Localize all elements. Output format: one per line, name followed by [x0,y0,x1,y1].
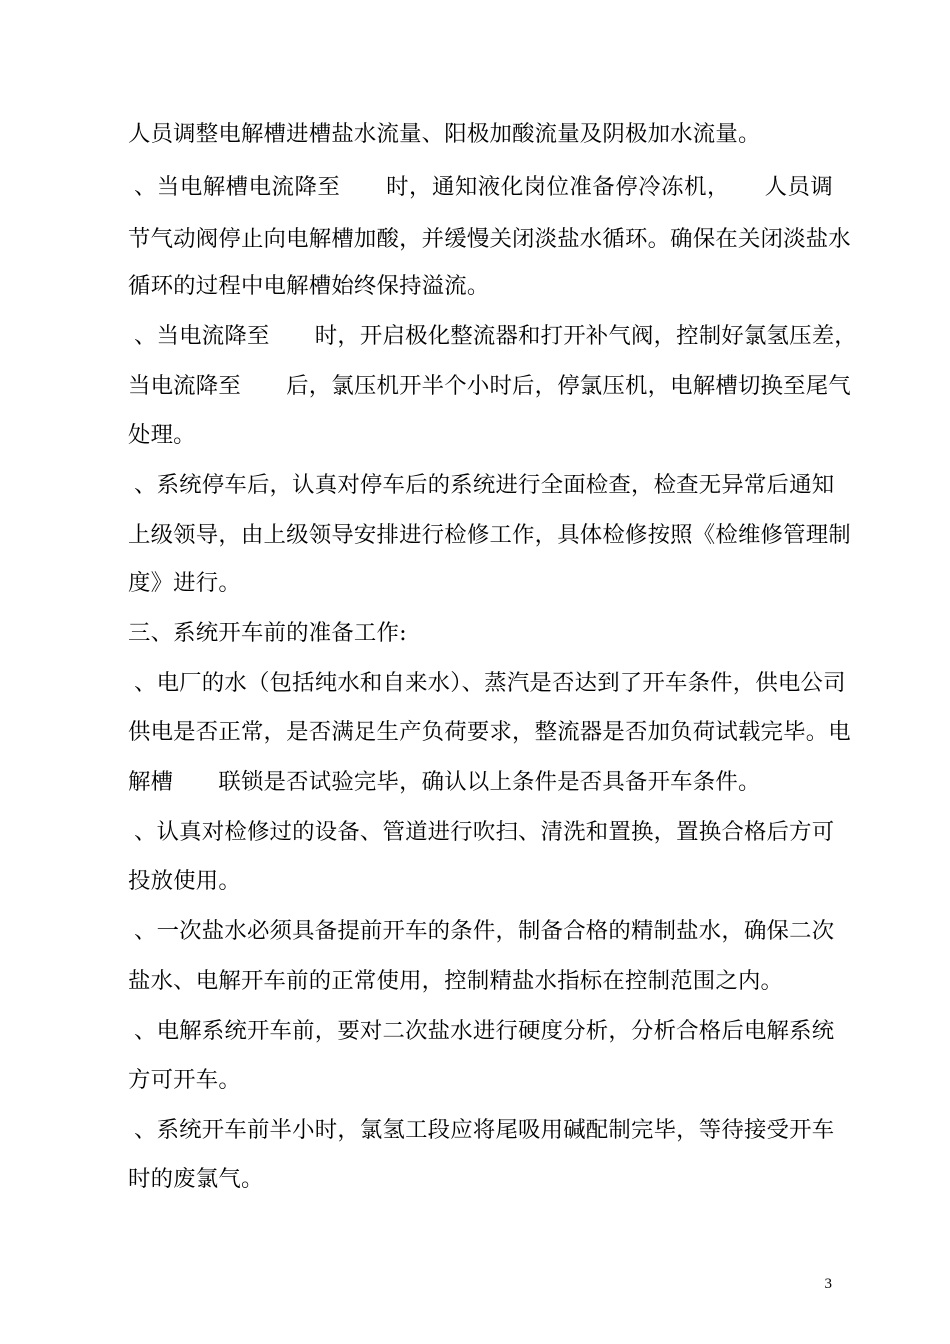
text-line: 人员调整电解槽进槽盐水流量、阳极加酸流量及阴极加水流量。 [128,121,761,147]
text-line: 方可开车。 [128,1067,241,1093]
text-line: 度》进行。 [128,570,241,596]
text-line: 、当电解槽电流降至 时，通知液化岗位准备停冷冻机， 人员调 [134,174,833,200]
text-line: 节气动阀停止向电解槽加酸，并缓慢关闭淡盐水循环。确保在关闭淡盐水 [128,226,851,252]
text-line: 、一次盐水必须具备提前开车的条件，制备合格的精制盐水，确保二次 [134,918,835,944]
text-line: 、系统停车后，认真对停车后的系统进行全面检查，检查无异常后通知 [134,472,835,498]
text-line: 投放使用。 [128,868,241,894]
text-line: 、认真对检修过的设备、管道进行吹扫、清洗和置换，置换合格后方可 [134,819,835,845]
text-line: 、系统开车前半小时，氯氢工段应将尾吸用碱配制完毕，等待接受开车 [134,1117,835,1143]
text-line: 循环的过程中电解槽始终保持溢流。 [128,273,490,299]
text-line: 盐水、电解开车前的正常使用，控制精盐水指标在控制范围之内。 [128,968,784,994]
text-line: 解槽 联锁是否试验完毕，确认以上条件是否具备开车条件。 [128,769,761,795]
text-line: 、电厂的水（包括纯水和自来水）、蒸汽是否达到了开车条件，供电公司 [134,670,846,696]
text-line: 供电是否正常，是否满足生产负荷要求，整流器是否加负荷试载完毕。电 [128,719,851,745]
text-line: 上级领导，由上级领导安排进行检修工作，具体检修按照《检维修管理制 [128,522,851,548]
page-number: 3 [824,1276,832,1292]
section-heading: 三、系统开车前的准备工作: [128,620,407,646]
text-line: 、电解系统开车前，要对二次盐水进行硬度分析，分析合格后电解系统 [134,1018,835,1044]
text-line: 、当电流降至 时，开启极化整流器和打开补气阀，控制好氯氢压差， [134,323,857,349]
text-line: 处理。 [128,422,196,448]
text-line: 当电流降至 后，氯压机开半个小时后，停氯压机，电解槽切换至尾气 [128,373,851,399]
text-line: 时的废氯气。 [128,1166,264,1192]
